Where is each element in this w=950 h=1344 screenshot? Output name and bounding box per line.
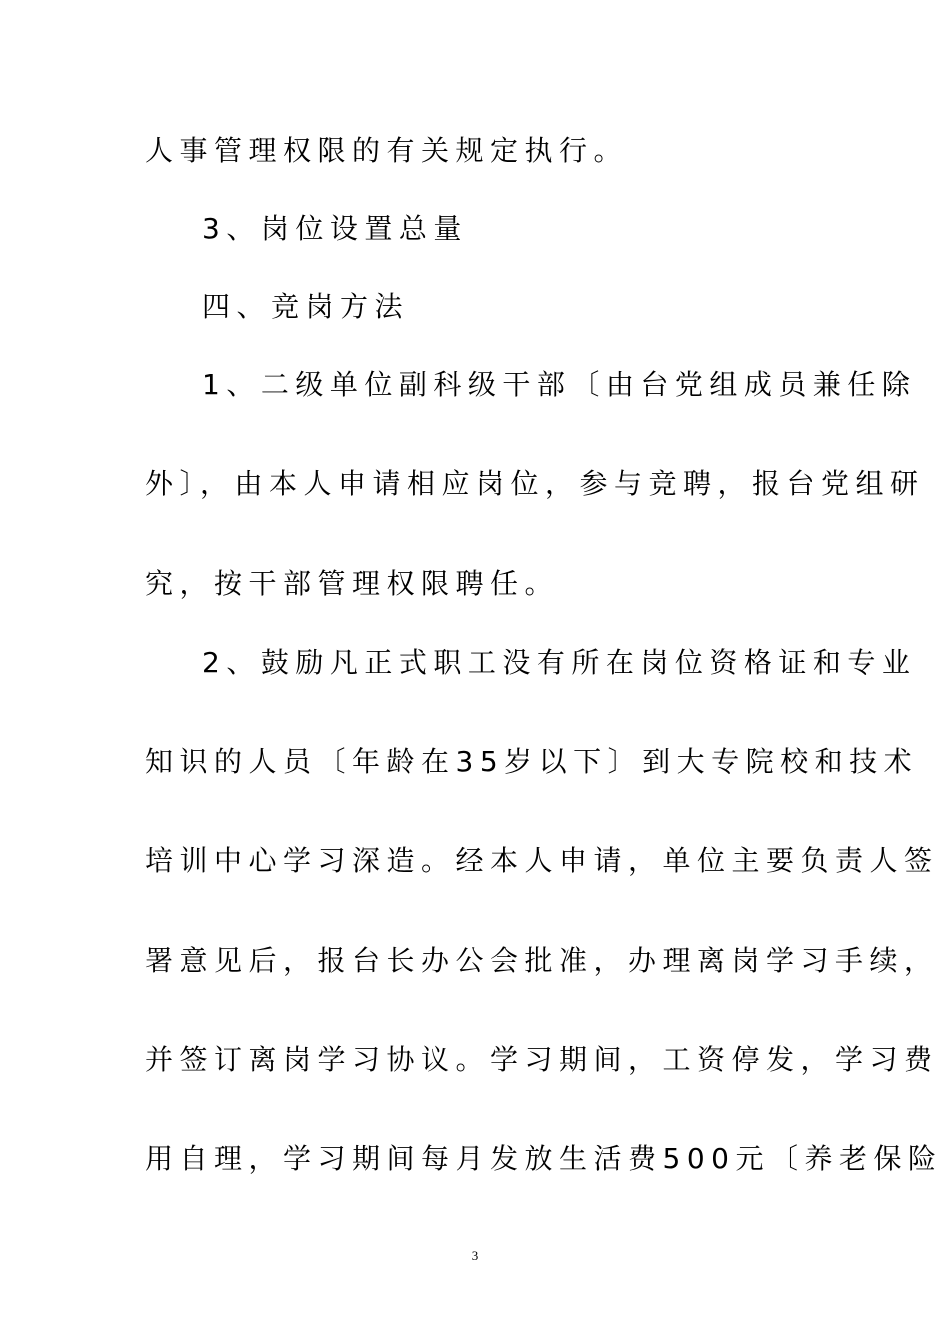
text-line-1: 人事管理权限的有关规定执行。 [145,134,629,167]
paragraph-1-line-3: 究，按干部管理权限聘任。 [145,567,560,600]
paragraph-2-line-3: 培训中心学习深造。经本人申请，单位主要负责人签 [145,844,939,877]
section-heading-4: 四、竞岗方法 [202,290,410,323]
paragraph-1-line-1: 1、二级单位副科级干部〔由台党组成员兼任除 [202,368,917,401]
page-number: 3 [471,1248,479,1263]
section-item-3: 3、岗位设置总量 [202,212,468,245]
paragraph-2-line-5: 并签订离岗学习协议。学习期间，工资停发，学习费 [145,1043,939,1076]
paragraph-2-line-6: 用自理，学习期间每月发放生活费500元〔养老保险 [145,1142,943,1175]
paragraph-2-line-4: 署意见后，报台长办公会批准，办理离岗学习手续， [145,944,939,977]
paragraph-2-line-2: 知识的人员〔年龄在35岁以下〕到大专院校和技术 [145,745,919,778]
paragraph-1-line-2: 外〕，由本人申请相应岗位，参与竞聘，报台党组研 [145,467,925,500]
paragraph-2-line-1: 2、鼓励凡正式职工没有所在岗位资格证和专业 [202,646,917,679]
